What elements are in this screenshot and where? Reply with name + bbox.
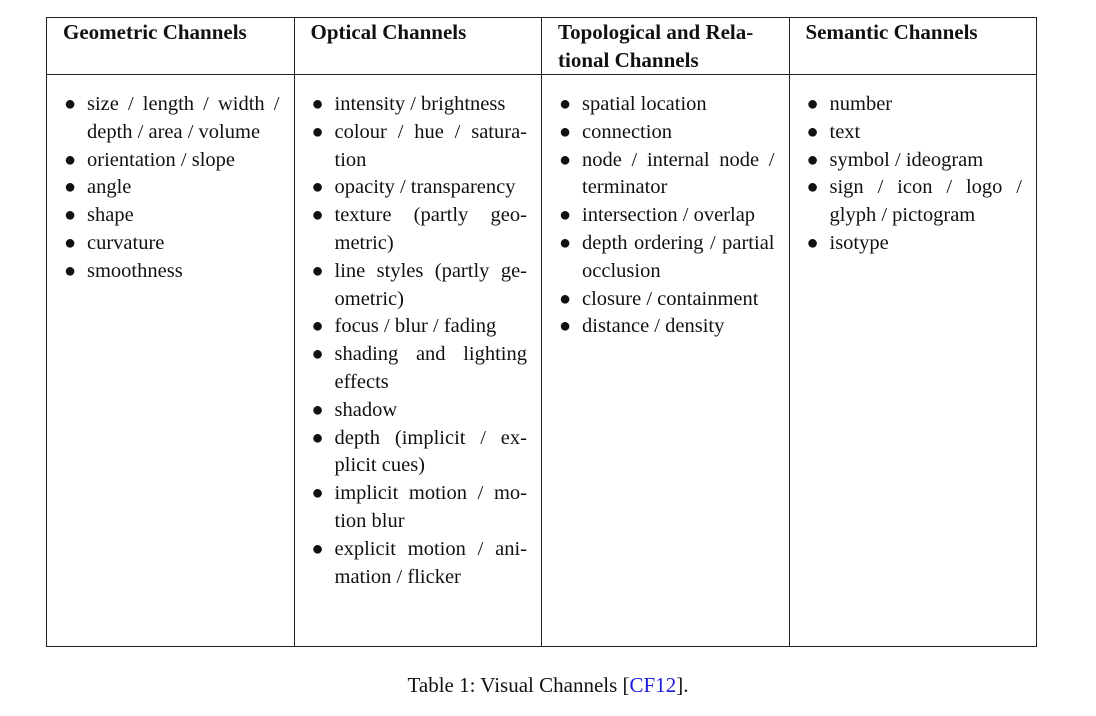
bullet-icon: ● [559, 148, 572, 171]
list-item [311, 425, 528, 481]
list-item-text: shadow [334, 398, 398, 421]
list-item [63, 174, 280, 202]
list-item [311, 202, 528, 258]
list-item [311, 536, 528, 592]
bullet-icon: ● [311, 204, 324, 227]
bullet-icon: ● [311, 120, 324, 143]
list-item [558, 91, 775, 119]
bullet-icon: ● [311, 176, 324, 199]
list-item [806, 119, 1023, 147]
list-item [63, 91, 280, 147]
list-item-text: intersection / overlap [582, 204, 756, 227]
bullet-icon: ● [64, 148, 77, 171]
list-item-text: opacity / transparency [334, 176, 516, 199]
bullet-icon: ● [806, 176, 819, 199]
list-item-text: explicit motion / animation / flicker [334, 537, 527, 588]
list-item [311, 480, 528, 536]
bullet-icon: ● [311, 315, 324, 338]
table-header-row [47, 18, 1037, 75]
bullet-icon: ● [806, 148, 819, 171]
bullet-icon: ● [559, 315, 572, 338]
topological-relational-channels-list [558, 91, 775, 341]
list-item-text: focus / blur / fading [334, 315, 497, 338]
list-item-text: isotype [829, 231, 889, 254]
list-item-text: text [829, 120, 861, 143]
bullet-icon: ● [559, 120, 572, 143]
bullet-icon: ● [311, 482, 324, 505]
list-item [558, 230, 775, 286]
list-item-text: shading and lighting effects [334, 343, 527, 393]
list-item [558, 313, 775, 341]
list-item [63, 258, 280, 286]
list-item [806, 174, 1023, 230]
list-item-text: spatial location [582, 93, 707, 115]
list-item [311, 397, 528, 425]
list-item [558, 147, 775, 203]
optical-channels-list [311, 91, 528, 591]
list-item-text: number [829, 93, 893, 115]
bullet-icon: ● [311, 398, 324, 421]
list-item-text: texture (partly geometric) [334, 204, 527, 254]
bullet-icon: ● [806, 120, 819, 143]
bullet-icon: ● [311, 426, 324, 449]
bullet-icon: ● [311, 93, 324, 115]
bullet-icon: ● [64, 176, 77, 199]
caption-text: Table 1: Visual Channels [ [407, 673, 630, 697]
topological-relational-channels-cell [542, 75, 790, 647]
list-item-text: depth (implicit / explicit cues) [334, 426, 527, 477]
list-item-text: intensity / brightness [334, 93, 506, 115]
list-item [63, 147, 280, 175]
list-item-text: node / internal node / terminator [582, 148, 775, 199]
visual-channels-table [46, 17, 1037, 647]
bullet-icon: ● [806, 93, 819, 115]
bullet-icon: ● [64, 259, 77, 282]
bullet-icon: ● [311, 537, 324, 560]
geometric-channels-cell [47, 75, 295, 647]
list-item-text: sign / icon / logo / glyph / pictogram [829, 176, 1022, 227]
bullet-icon: ● [559, 204, 572, 227]
list-item-text: connection [582, 120, 672, 143]
list-item [311, 174, 528, 202]
list-item [311, 119, 528, 175]
list-item [63, 202, 280, 230]
list-item-text: orientation / slope [87, 148, 236, 171]
list-item-text: depth ordering / partial occlusion [582, 231, 775, 282]
bullet-icon: ● [806, 231, 819, 254]
list-item-text: size / length / width / depth / area / volume [87, 93, 280, 143]
citation-link[interactable]: CF12 [629, 673, 677, 697]
list-item-text: angle [87, 176, 132, 199]
bullet-icon: ● [64, 204, 77, 227]
bullet-icon: ● [559, 287, 572, 310]
bullet-icon: ● [64, 93, 77, 115]
semantic-channels-list [806, 91, 1023, 258]
list-item [311, 313, 528, 341]
list-item-text: implicit motion / motion blur [334, 482, 527, 532]
header-optical-channels: Optical Channels [294, 18, 542, 75]
list-item [806, 91, 1023, 119]
list-item-text: curvature [87, 231, 165, 254]
list-item [558, 119, 775, 147]
list-item-text: distance / density [582, 315, 725, 338]
geometric-channels-list [63, 91, 280, 286]
bullet-icon: ● [559, 231, 572, 254]
header-semantic-channels: Semantic Channels [789, 18, 1037, 75]
optical-channels-cell [294, 75, 542, 647]
bullet-icon: ● [311, 259, 324, 282]
list-item-text: smoothness [87, 259, 183, 282]
list-item [311, 341, 528, 397]
list-item [558, 202, 775, 230]
header-topological-relational-channels: Topological and Relational Channels [542, 18, 790, 75]
list-item [63, 230, 280, 258]
table-body-row [47, 75, 1037, 647]
list-item-text: colour / hue / saturation [334, 120, 527, 171]
bullet-icon: ● [64, 231, 77, 254]
list-item-text: closure / containment [582, 287, 759, 310]
semantic-channels-cell [789, 75, 1037, 647]
list-item [311, 91, 528, 119]
bullet-icon: ● [311, 343, 324, 366]
list-item [806, 147, 1023, 175]
table-caption [0, 671, 1096, 699]
bullet-icon: ● [559, 93, 572, 115]
list-item-text: symbol / ideogram [829, 148, 984, 171]
header-geometric-channels: Geometric Channels [47, 18, 295, 75]
list-item-text: line styles (partly geometric) [334, 259, 527, 310]
list-item [558, 286, 775, 314]
caption-suffix: ]. [676, 673, 689, 697]
list-item [806, 230, 1023, 258]
list-item-text: shape [87, 204, 134, 227]
list-item [311, 258, 528, 314]
visual-channels-table-wrapper [46, 17, 1036, 647]
